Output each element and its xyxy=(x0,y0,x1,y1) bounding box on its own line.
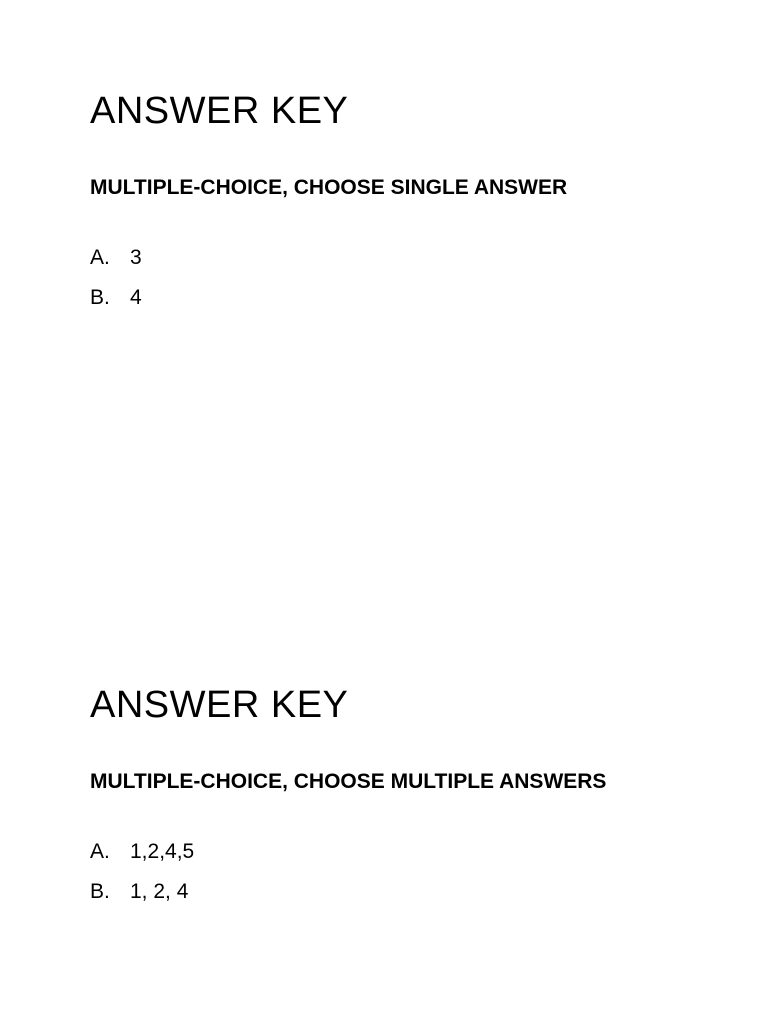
answer-item xyxy=(90,278,730,318)
answer-item xyxy=(90,832,730,872)
section-title: ANSWER KEY xyxy=(90,684,349,726)
answer-item xyxy=(90,238,730,278)
answer-value: 1,2,4,5 xyxy=(130,840,195,863)
answer-value: 4 xyxy=(130,286,142,309)
section-title: ANSWER KEY xyxy=(90,90,349,132)
answer-letter: A. xyxy=(90,840,110,863)
answer-value: 1, 2, 4 xyxy=(130,880,189,903)
answer-letter: B. xyxy=(90,880,110,903)
answer-key-section-multiple xyxy=(90,682,730,912)
answer-letter: B. xyxy=(90,286,110,309)
answer-key-section-single xyxy=(90,88,730,318)
answer-list xyxy=(90,832,730,912)
section-subtitle: MULTIPLE-CHOICE, CHOOSE SINGLE ANSWER xyxy=(90,176,568,199)
answer-item xyxy=(90,872,730,912)
answer-letter: A. xyxy=(90,246,110,269)
section-subtitle: MULTIPLE-CHOICE, CHOOSE MULTIPLE ANSWERS xyxy=(90,770,607,793)
answer-list xyxy=(90,238,730,318)
answer-value: 3 xyxy=(130,246,142,269)
